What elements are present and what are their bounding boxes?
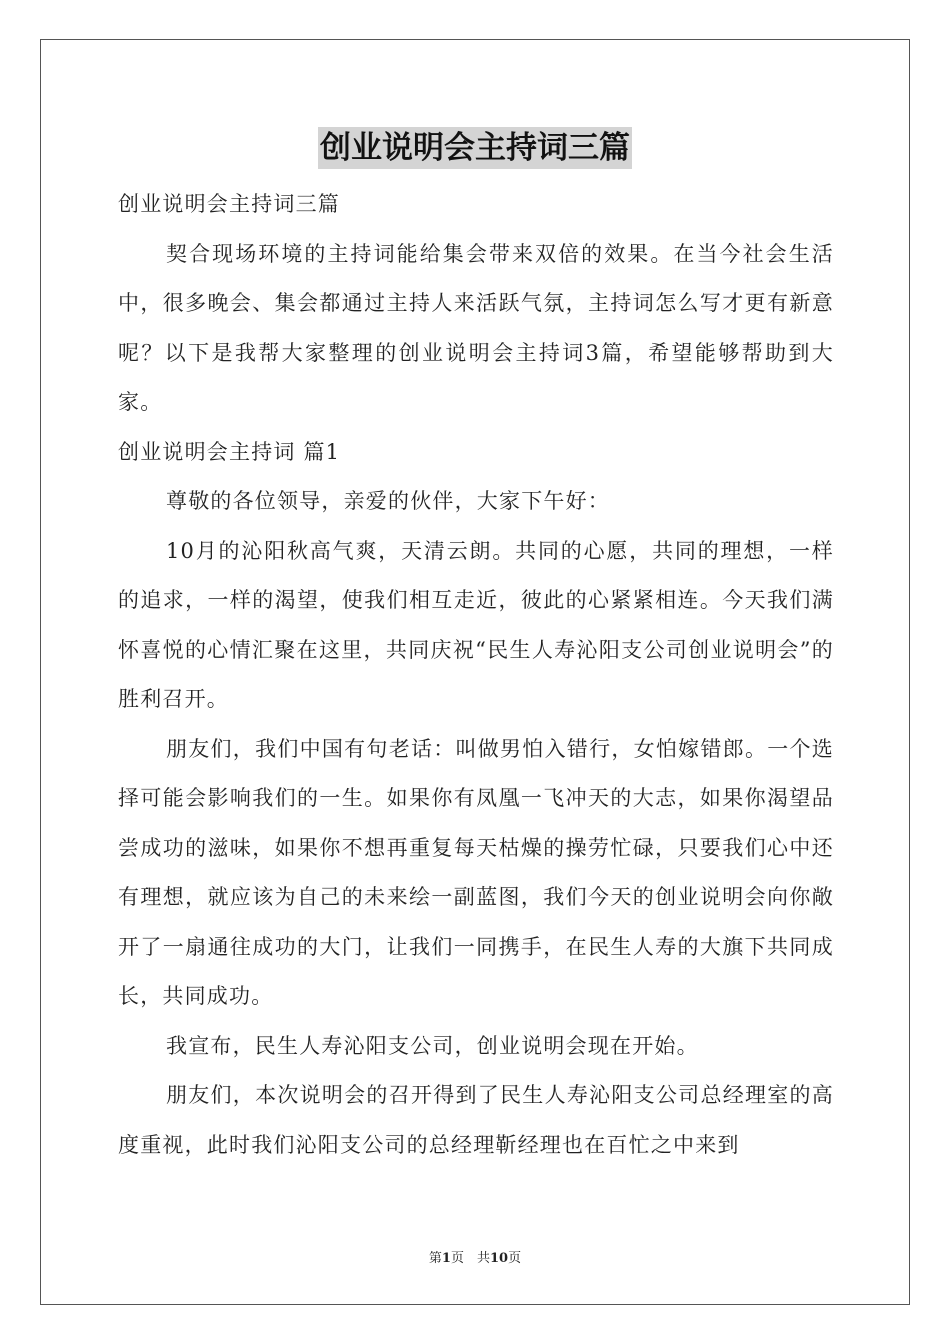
paragraph-7: 朋友们，本次说明会的召开得到了民生人寿沁阳支公司总经理室的高度重视，此时我们沁阳支公司的总经理靳经理也在百忙之中来到 bbox=[118, 1083, 834, 1157]
paragraph-4: 10月的沁阳秋高气爽，天清云朗。共同的心愿，共同的理想，一样的追求，一样的渴望，使我们相互走近，彼此的心紧紧相连。今天我们满怀喜悦的心情汇聚在这里，共同庆祝“民生人寿沁阳支公司创业说明会”的胜利召开。 bbox=[118, 538, 834, 711]
paragraph-1: 契合现场环境的主持词能给集会带来双倍的效果。在当今社会生活中，很多晚会、集会都通过主持人来活跃气氛，主持词怎么写才更有新意呢？以下是我帮大家整理的创业说明会主持词3篇，希望能够帮助到大家。 bbox=[118, 241, 834, 414]
title-container bbox=[0, 127, 950, 169]
page-footer bbox=[0, 1247, 950, 1266]
page-mid: 页 共 bbox=[450, 1251, 490, 1266]
document-body bbox=[118, 180, 834, 1170]
document-title: 创业说明会主持词三篇 bbox=[318, 127, 632, 169]
paragraph-2: 创业说明会主持词 篇1 bbox=[118, 439, 341, 464]
paragraph-6: 我宣布，民生人寿沁阳支公司，创业说明会现在开始。 bbox=[166, 1033, 699, 1058]
paragraph-3: 尊敬的各位领导，亲爱的伙伴，大家下午好： bbox=[166, 489, 610, 513]
paragraph-5: 朋友们，我们中国有句老话：叫做男怕入错行，女怕嫁错郎。一个选择可能会影响我们的一生。如果你有凤凰一飞冲天的大志，如果你渴望品尝成功的滋味，如果你不想再重复每天枯燥的操劳忙碌，只要我们心中还有理想，就应该为自己的未来绘一副蓝图，我们今天的创业说明会向你敞开了一扇通往成功的大门，让我们一同携手，在民生人寿的大旗下共同成长，共同成功。 bbox=[118, 736, 834, 1008]
page-current: 1 bbox=[441, 1251, 451, 1266]
paragraph-0: 创业说明会主持词三篇 bbox=[118, 192, 340, 216]
page-prefix: 第 bbox=[428, 1251, 442, 1266]
page-total: 10 bbox=[489, 1251, 509, 1266]
page-suffix: 页 bbox=[508, 1251, 522, 1266]
